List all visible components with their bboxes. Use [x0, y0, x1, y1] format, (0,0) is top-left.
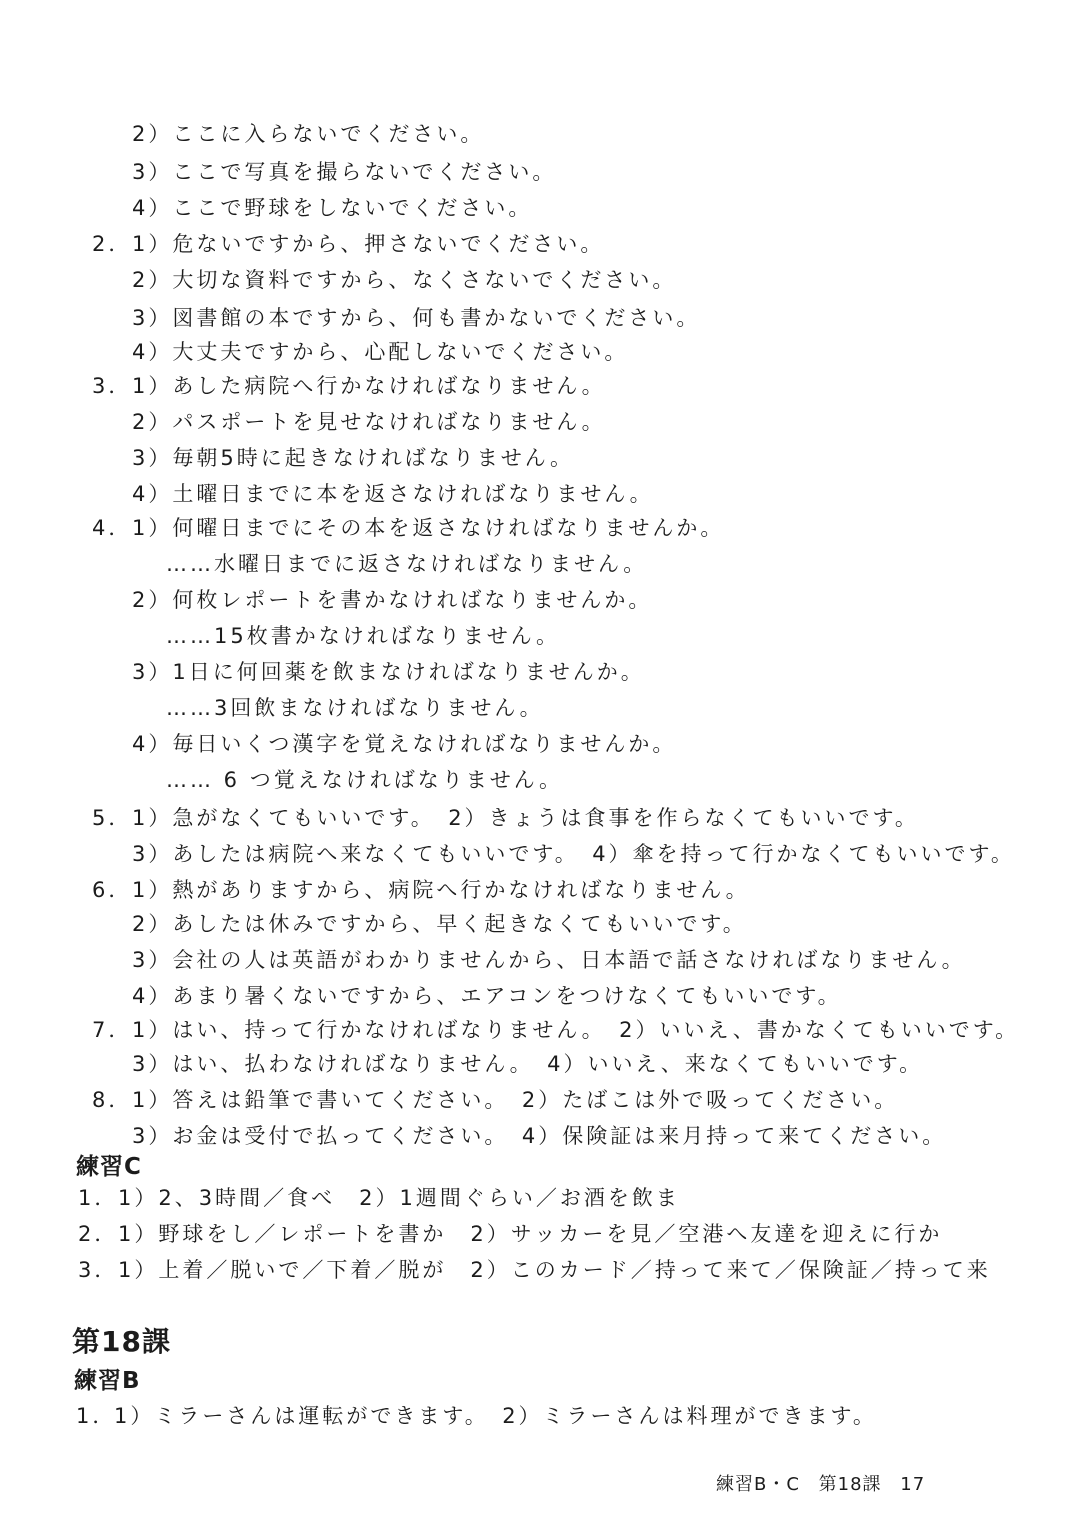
- sub-item-number: 1）: [118, 1186, 159, 1210]
- answer-text: 毎朝5時に起きなければなりません。: [172, 446, 574, 470]
- answer-text: あしたは病院へ来なくてもいいです。 4）傘を持って行かなくてもいいです。: [172, 842, 1015, 866]
- sub-item-number: 3）: [132, 160, 173, 184]
- answer-text: はい、持って行かなければなりません。 2）いいえ、書かなくてもいいです。: [172, 1018, 1020, 1042]
- sub-item-number: 3）: [132, 660, 173, 684]
- answer-text: ミラーさんは運転ができます。 2）ミラーさんは料理ができます。: [154, 1404, 877, 1428]
- sub-item-number: 3）: [132, 842, 173, 866]
- sub-item-number: 2）: [132, 268, 173, 292]
- sub-item-number: 1）: [132, 878, 173, 902]
- sub-item-number: 4）: [132, 196, 173, 220]
- answer-line: [132, 196, 532, 220]
- answer-text: パスポートを見せなければなりません。: [172, 410, 606, 434]
- answer-line: [132, 842, 1015, 866]
- answer-line: [132, 122, 484, 146]
- answer-line: [92, 1088, 898, 1112]
- sub-item-number: 1）: [118, 1258, 159, 1282]
- page-footer: [716, 1470, 937, 1496]
- answer-text: 2、3時間／食べ 2）1週間ぐらい／お酒を飲ま: [158, 1186, 680, 1210]
- answer-line: [132, 160, 556, 184]
- answer-text: 何枚レポートを書かなければなりませんか。: [172, 588, 653, 612]
- answer-text: 会社の人は英語がわかりませんから、日本語で話さなければなりません。: [172, 948, 966, 972]
- answer-line: [166, 768, 563, 792]
- answer-text: 大切な資料ですから、なくさないでください。: [172, 268, 677, 292]
- item-number: 8．: [92, 1088, 133, 1112]
- answer-line: [132, 446, 574, 470]
- item-number: 3．: [92, 374, 133, 398]
- answer-text: 危ないですから、押さないでください。: [172, 232, 605, 256]
- answer-text: お金は受付で払ってください。 4）保険証は来月持って来てください。: [172, 1124, 947, 1148]
- sub-item-number: 1）: [132, 374, 173, 398]
- answer-text: あまり暑くないですから、エアコンをつけなくてもいいです。: [172, 984, 842, 1008]
- practice-c-heading: 練習C: [76, 1154, 142, 1180]
- answer-line: [92, 374, 606, 398]
- answer-line: [132, 1124, 946, 1148]
- answer-text: 大丈夫ですから、心配しないでください。: [172, 340, 629, 364]
- sub-item-number: 4）: [132, 732, 173, 756]
- answer-text: 急がなくてもいいです。 2）きょうは食事を作らなくてもいいです。: [172, 806, 919, 830]
- sub-item-number: 3）: [132, 1124, 173, 1148]
- answer-text: …… 6 つ覚えなければなりません。: [166, 768, 563, 792]
- item-number: 5．: [92, 806, 133, 830]
- item-number: 7．: [92, 1018, 133, 1042]
- answer-text: 図書館の本ですから、何も書かないでください。: [172, 306, 701, 330]
- practice-b-heading: 練習B: [74, 1368, 141, 1394]
- sub-item-number: 2）: [132, 588, 173, 612]
- answer-line: [92, 878, 750, 902]
- answer-text: はい、払わなければなりません。 4）いいえ、来なくてもいいです。: [172, 1052, 924, 1076]
- answer-line: [92, 1018, 1019, 1042]
- answer-text: 毎日いくつ漢字を覚えなければなりませんか。: [172, 732, 677, 756]
- answer-line: [132, 268, 676, 292]
- answer-text: 1日に何回薬を飲まなければなりませんか。: [172, 660, 645, 684]
- item-number: 2．: [92, 232, 133, 256]
- answer-text: 答えは鉛筆で書いてください。 2）たばこは外で吸ってください。: [172, 1088, 899, 1112]
- answer-text: ここに入らないでください。: [172, 122, 485, 146]
- sub-item-number: 1）: [132, 806, 173, 830]
- sub-item-number: 1）: [132, 232, 173, 256]
- answer-line: [132, 912, 747, 936]
- answer-text: あしたは休みですから、早く起きなくてもいいです。: [172, 912, 747, 936]
- item-number: 2．: [78, 1222, 119, 1246]
- answer-line: [78, 1222, 942, 1246]
- sub-item-number: 1）: [118, 1222, 159, 1246]
- sub-item-number: 1）: [114, 1404, 155, 1428]
- answer-line: [132, 306, 700, 330]
- sub-item-number: 4）: [132, 984, 173, 1008]
- answer-line: [92, 516, 724, 540]
- sub-item-number: 3）: [132, 446, 173, 470]
- answer-line: [166, 696, 544, 720]
- page-number: 17: [900, 1474, 926, 1495]
- answer-text: 土曜日までに本を返さなければなりません。: [172, 482, 654, 506]
- answer-text: あした病院へ行かなければなりません。: [172, 374, 606, 398]
- answer-line: [132, 948, 966, 972]
- answer-line: [132, 1052, 923, 1076]
- sub-item-number: 1）: [132, 1088, 173, 1112]
- answer-text: ここで写真を撮らないでください。: [172, 160, 557, 184]
- answer-text: ……15枚書かなければなりません。: [166, 624, 560, 648]
- answer-line: [166, 552, 647, 576]
- answer-text: 上着／脱いで／下着／脱が 2）このカード／持って来て／保険証／持って来: [158, 1258, 991, 1282]
- sub-item-number: 4）: [132, 482, 173, 506]
- answer-line: [166, 624, 560, 648]
- sub-item-number: 3）: [132, 306, 173, 330]
- item-number: 3．: [78, 1258, 119, 1282]
- answer-line: [132, 732, 676, 756]
- answer-line: [78, 1186, 680, 1210]
- sub-item-number: 1）: [132, 1018, 173, 1042]
- sub-item-number: 1）: [132, 516, 173, 540]
- footer-lesson: 第18課: [818, 1474, 882, 1495]
- answer-line: [132, 340, 628, 364]
- answer-line: [132, 588, 652, 612]
- answer-text: 熱がありますから、病院へ行かなければなりません。: [172, 878, 750, 902]
- answer-line: [132, 984, 842, 1008]
- answer-line: [92, 806, 919, 830]
- footer-section: 練習B・C: [716, 1474, 800, 1495]
- answer-text: 野球をし／レポートを書か 2）サッカーを見／空港へ友達を迎えに行か: [158, 1222, 943, 1246]
- item-number: 1．: [78, 1186, 119, 1210]
- item-number: 4．: [92, 516, 133, 540]
- answer-line: [132, 482, 654, 506]
- answer-line: [92, 232, 604, 256]
- item-number: 6．: [92, 878, 133, 902]
- answer-text: 何曜日までにその本を返さなければなりませんか。: [172, 516, 725, 540]
- lesson-title: 第18課: [72, 1325, 171, 1358]
- item-number: 1．: [76, 1404, 117, 1428]
- answer-line: [132, 660, 645, 684]
- answer-text: ……水曜日までに返さなければなりません。: [166, 552, 648, 576]
- sub-item-number: 3）: [132, 1052, 173, 1076]
- answer-line: [76, 1404, 877, 1428]
- sub-item-number: 2）: [132, 410, 173, 434]
- answer-line: [78, 1258, 991, 1282]
- sub-item-number: 2）: [132, 912, 173, 936]
- sub-item-number: 4）: [132, 340, 173, 364]
- answer-text: ここで野球をしないでください。: [172, 196, 533, 220]
- sub-item-number: 3）: [132, 948, 173, 972]
- answer-line: [132, 410, 606, 434]
- answer-text: ……3回飲まなければなりません。: [166, 696, 544, 720]
- sub-item-number: 2）: [132, 122, 173, 146]
